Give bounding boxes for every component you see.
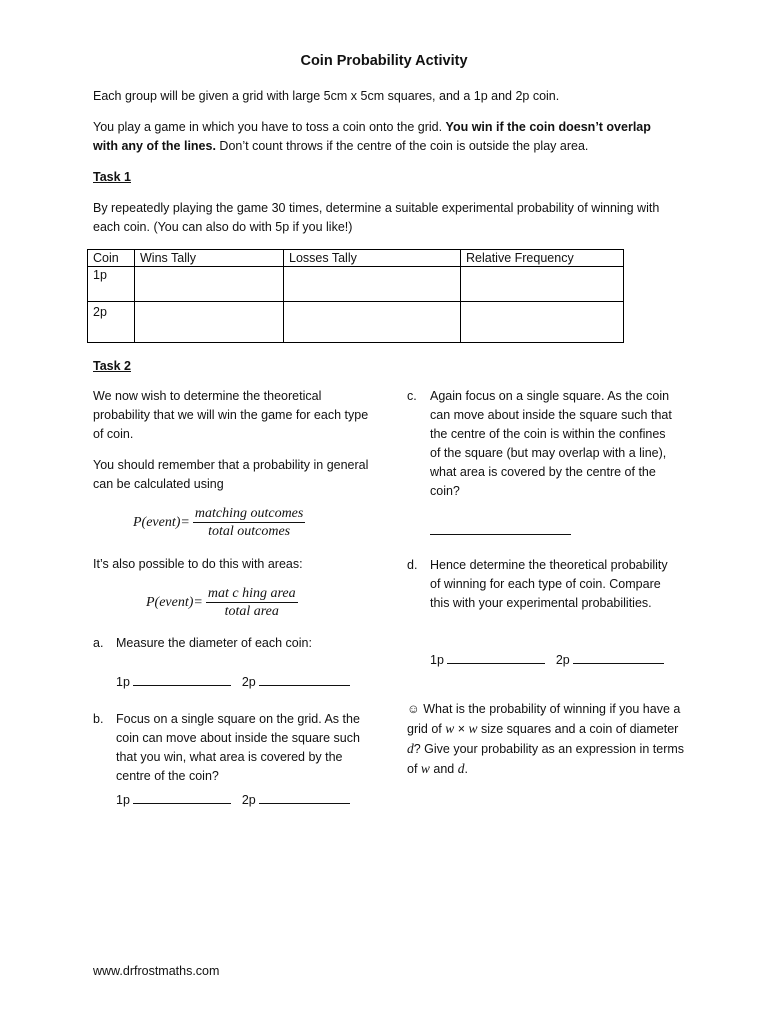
game-rules [93, 118, 673, 156]
question-c [407, 387, 679, 501]
answer-d-2p-label: 2p [555, 653, 570, 667]
extension-text-3: ? Give your probability as an expression in terms of [407, 742, 685, 776]
game-rules-part2: Don’t count throws if the centre of the coin is outside the play area. [215, 139, 589, 153]
cell-losses-1p[interactable] [284, 267, 461, 302]
formula1-lhs: P(event)= [133, 514, 190, 530]
question-d [407, 556, 679, 613]
row-coin-1p: 1p [88, 267, 135, 302]
extension-text-4: and [429, 762, 458, 776]
answer-a-2p-blank[interactable] [259, 673, 350, 686]
formula-outcomes [133, 505, 305, 540]
formula1-fraction [193, 505, 305, 540]
answer-b-1p-label: 1p [116, 793, 130, 807]
extension-times: × [454, 722, 469, 736]
cell-wins-1p[interactable] [135, 267, 284, 302]
footer-link[interactable]: www.drfrostmaths.com [93, 964, 220, 978]
question-a-text: Measure the diameter of each coin: [116, 636, 312, 650]
game-rules-part1: You play a game in which you have to toss a coin onto the grid. [93, 120, 446, 134]
extension-var-w3: w [420, 761, 430, 776]
question-a [93, 634, 373, 653]
answer-a-1p-blank[interactable] [133, 673, 231, 686]
page-title: Coin Probability Activity [300, 53, 468, 69]
answer-a-1p-label: 1p [116, 675, 130, 689]
formula2-fraction [206, 585, 298, 620]
extension-var-d2: d [457, 761, 465, 776]
tally-table [87, 249, 624, 343]
formula-areas [146, 585, 298, 620]
question-c-label: c. [407, 389, 417, 403]
extension-text-5: . [464, 762, 468, 776]
intro-text: Each group will be given a grid with large 5cm x 5cm squares, and a 1p and 2p coin. [93, 89, 560, 103]
answer-c-blank[interactable] [430, 522, 571, 535]
task2-heading: Task 2 [93, 359, 131, 373]
cell-wins-2p[interactable] [135, 302, 284, 343]
extension-text-2: size squares and a coin of diameter [477, 722, 679, 736]
question-b-label: b. [93, 712, 104, 726]
answer-b-2p-label: 2p [241, 793, 256, 807]
table-row [88, 302, 624, 343]
question-c-text: Again focus on a single square. As the coin can move about inside the square such that the centre of the coin is within the confines of the square (but may overlap with a line), what area is covered by the centre of the coin? [430, 389, 672, 498]
cell-losses-2p[interactable] [284, 302, 461, 343]
answer-a-2p-label: 2p [241, 675, 256, 689]
question-a-label: a. [93, 636, 104, 650]
formula2-numerator: mat c hing area [207, 586, 296, 601]
question-d-text: Hence determine the theoretical probability of winning for each type of coin. Compare this with your experimental probabilities. [430, 558, 668, 610]
answer-d [430, 651, 664, 670]
extension-text-1: What is the probability of winning if you have a grid of [407, 702, 681, 736]
task1-text: By repeatedly playing the game 30 times, determine a suitable experimental probability of winning with each coin. (You can also do with 5p if you like!) [93, 201, 660, 234]
formula1-numerator: matching outcomes [194, 506, 304, 521]
cell-relfreq-1p[interactable] [461, 267, 624, 302]
answer-b [116, 791, 350, 810]
answer-b-1p-blank[interactable] [133, 791, 231, 804]
extension-var-d1: d [407, 741, 414, 756]
formula2-denominator: total area [224, 604, 279, 619]
answer-d-1p-blank[interactable] [447, 651, 545, 664]
question-d-label: d. [407, 558, 418, 572]
formula2-lhs: P(event)= [146, 594, 203, 610]
game-rules-win-condition: You win if the coin doesn’t overlap with any of the lines. [93, 120, 651, 153]
cell-relfreq-2p[interactable] [461, 302, 624, 343]
header-coin: Coin [88, 250, 135, 267]
answer-d-2p-blank[interactable] [573, 651, 664, 664]
task2-intro1: We now wish to determine the theoretical probability that we will win the game for each type of coin. [93, 389, 369, 441]
question-b [93, 710, 373, 786]
extension-var-w1: w [445, 721, 455, 736]
extension-question [407, 700, 685, 779]
extension-var-w2: w [468, 721, 478, 736]
answer-d-1p-label: 1p [430, 653, 444, 667]
answer-b-2p-blank[interactable] [259, 791, 350, 804]
table-header-row [88, 250, 624, 267]
header-relative-frequency: Relative Frequency [461, 250, 624, 267]
question-b-text: Focus on a single square on the grid. As the coin can move about inside the square such that you win, what area is covered by the centre of the coin? [116, 712, 360, 783]
formula1-denominator: total outcomes [208, 524, 291, 539]
table-row [88, 267, 624, 302]
header-losses-tally: Losses Tally [284, 250, 461, 267]
answer-a [116, 673, 350, 692]
task2-intro2: You should remember that a probability in general can be calculated using [93, 458, 369, 491]
task1-heading: Task 1 [93, 170, 131, 184]
extension-icon: ☺ [407, 702, 420, 716]
task2-areas-text: It’s also possible to do this with areas: [93, 557, 303, 571]
row-coin-2p: 2p [88, 302, 135, 343]
header-wins-tally: Wins Tally [135, 250, 284, 267]
